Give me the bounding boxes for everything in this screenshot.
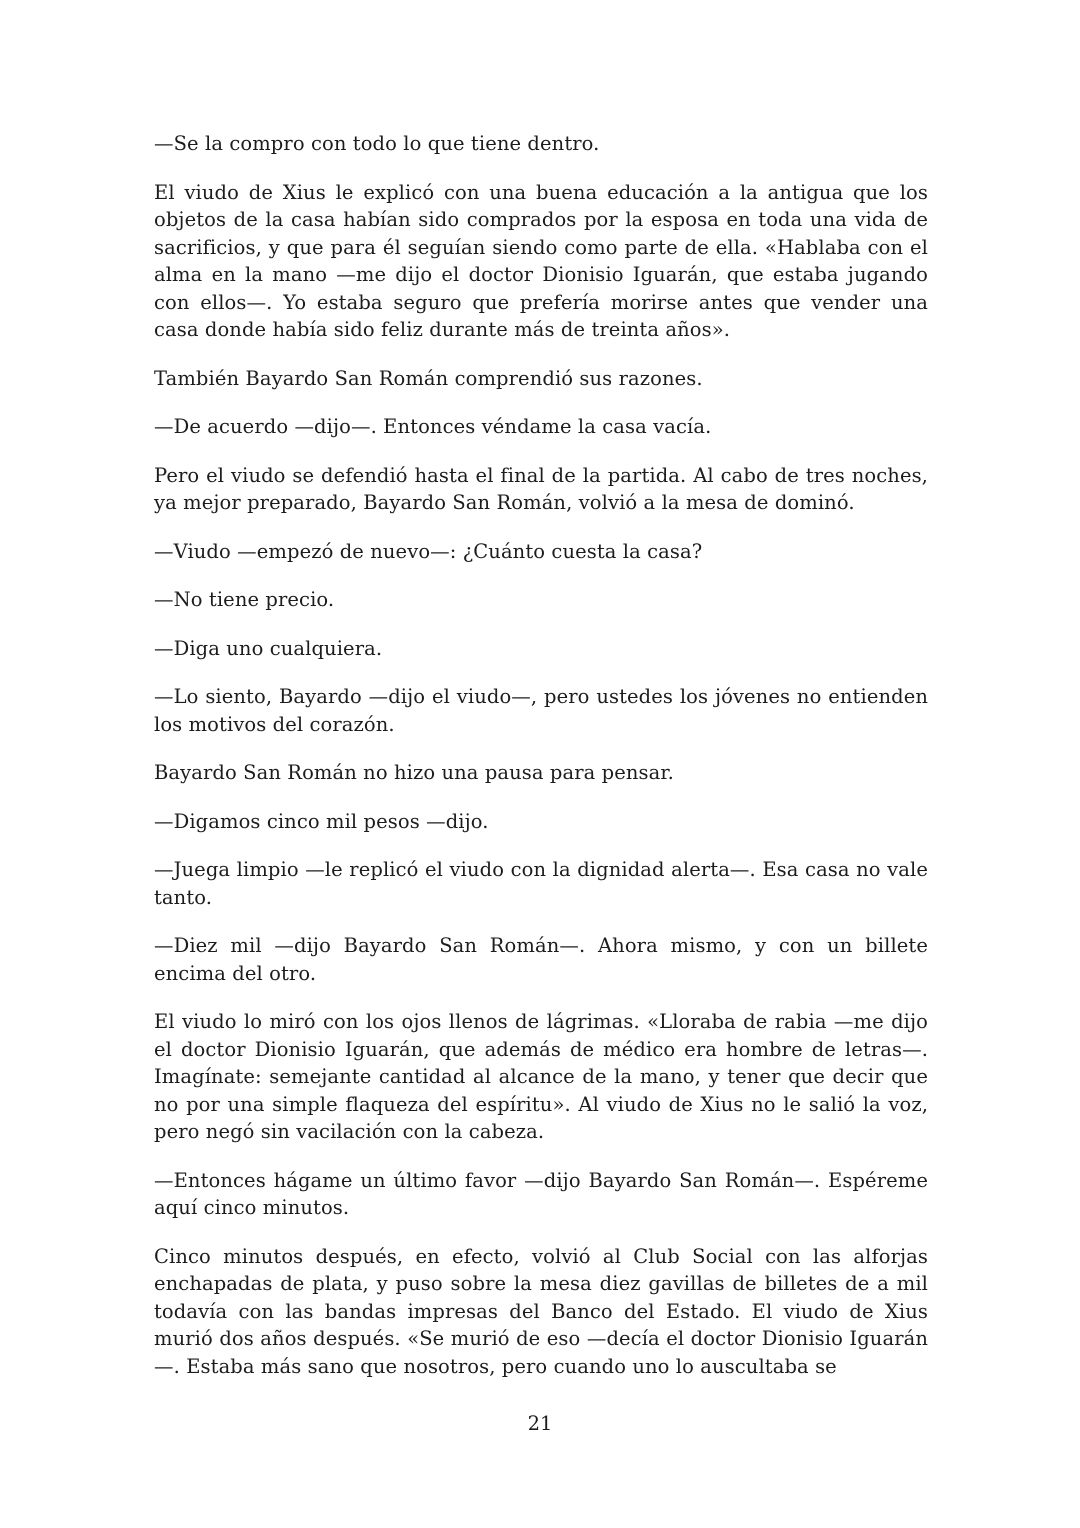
paragraph: —De acuerdo —dijo—. Entonces véndame la casa vacía. [154,415,712,438]
paragraph: —Diga uno cualquiera. [154,636,383,660]
paragraph: —Digamos cinco mil pesos —dijo. [154,809,489,833]
paragraph: —Juega limpio —le replicó el viudo con la dignidad alerta—. Esa casa no vale tanto. [154,858,928,909]
paragraph: —Entonces hágame un último favor —dijo Bayardo San Román—. Espéreme aquí cinco minutos. [154,1168,928,1219]
paragraph: Pero el viudo se defendió hasta el final de la partida. Al cabo de tres noches, ya mejor preparado, Bayardo San Román, volvió a la mesa de dominó. [154,463,928,514]
paragraph: Cinco minutos después, en efecto, volvió al Club Social con las alforjas enchapadas de plata, y puso sobre la mesa diez gavillas de billetes de a mil todavía con las bandas impresas del Banco del Estado. El viudo de Xius murió dos años después. «Se murió de eso —decía el doctor Dionisio Iguarán—. Estaba más sano que nosotros, pero cuando uno lo auscultaba se [154,1244,928,1378]
paragraph: —Se la compro con todo lo que tiene dentro. [154,132,600,155]
page-number: 21 [527,1412,553,1435]
page-text [154,130,928,1401]
paragraph: —No tiene precio. [154,588,335,611]
paragraph: —Viudo —empezó de nuevo—: ¿Cuánto cuesta la casa? [154,539,703,563]
paragraph: —Diez mil —dijo Bayardo San Román—. Ahora mismo, y con un billete encima del otro. [154,934,928,985]
paragraph: Bayardo San Román no hizo una pausa para pensar. [154,761,674,784]
paragraph: El viudo lo miró con los ojos llenos de lágrimas. «Lloraba de rabia —me dijo el doctor Dionisio Iguarán, que además de médico era hombre de letras—. Imagínate: semejante cantidad al alcance de la mano, y tener que decir que no por una simple flaqueza del espíritu». Al viudo de Xius no le salió la voz, pero negó sin vacilación con la cabeza. [154,1010,928,1143]
paragraph: También Bayardo San Román comprendió sus razones. [154,366,703,390]
paragraph: El viudo de Xius le explicó con una buena educación a la antigua que los objetos de la casa habían sido comprados por la esposa en toda una vida de sacrificios, y que para él seguían siendo como parte de ella. «Hablaba con el alma en la mano —me dijo el doctor Dionisio Iguarán, que estaba jugando con ellos—. Yo estaba seguro que prefería morirse antes que vender una casa donde había sido feliz durante más de treinta años». [154,180,928,341]
paragraph: —Lo siento, Bayardo —dijo el viudo—, pero ustedes los jóvenes no entienden los motivos del corazón. [154,685,928,736]
